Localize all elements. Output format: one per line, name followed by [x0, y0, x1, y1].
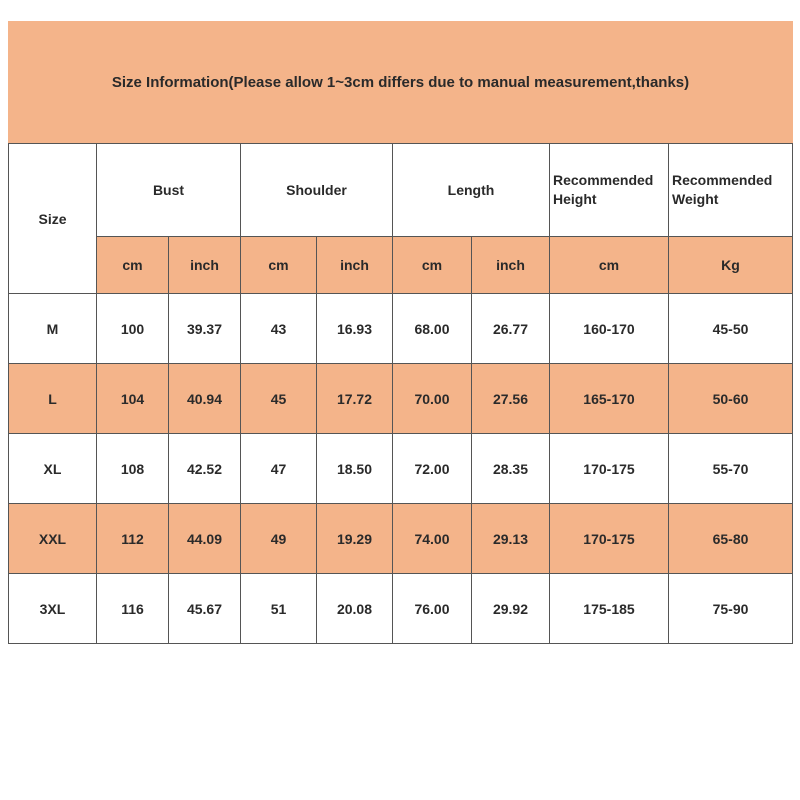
bust-cm-cell: 116	[97, 574, 169, 644]
size-cell: L	[9, 364, 97, 434]
header-length: Length	[393, 144, 550, 237]
header-size: Size	[9, 144, 97, 294]
bust-inch-cell: 39.37	[169, 294, 241, 364]
size-cell: 3XL	[9, 574, 97, 644]
unit-bust-inch: inch	[169, 237, 241, 294]
table-row	[9, 574, 793, 644]
unit-shoulder-cm: cm	[241, 237, 317, 294]
header-recommended-height: Recommended Height	[550, 144, 669, 237]
bust-cm-cell: 104	[97, 364, 169, 434]
length-inch-cell: 26.77	[472, 294, 550, 364]
unit-bust-cm: cm	[97, 237, 169, 294]
bust-inch-cell: 44.09	[169, 504, 241, 574]
bust-cm-cell: 108	[97, 434, 169, 504]
length-cm-cell: 68.00	[393, 294, 472, 364]
header-bust: Bust	[97, 144, 241, 237]
height-cell: 165-170	[550, 364, 669, 434]
length-cm-cell: 72.00	[393, 434, 472, 504]
weight-cell: 50-60	[669, 364, 793, 434]
unit-length-cm: cm	[393, 237, 472, 294]
unit-weight-kg: Kg	[669, 237, 793, 294]
shoulder-inch-cell: 18.50	[317, 434, 393, 504]
table-row	[9, 504, 793, 574]
shoulder-cm-cell: 49	[241, 504, 317, 574]
height-cell: 175-185	[550, 574, 669, 644]
bust-cm-cell: 112	[97, 504, 169, 574]
shoulder-cm-cell: 51	[241, 574, 317, 644]
unit-shoulder-inch: inch	[317, 237, 393, 294]
unit-length-inch: inch	[472, 237, 550, 294]
shoulder-inch-cell: 19.29	[317, 504, 393, 574]
size-table	[8, 21, 793, 644]
weight-cell: 75-90	[669, 574, 793, 644]
size-cell: M	[9, 294, 97, 364]
unit-height-cm: cm	[550, 237, 669, 294]
length-inch-cell: 29.13	[472, 504, 550, 574]
size-cell: XXL	[9, 504, 97, 574]
weight-cell: 55-70	[669, 434, 793, 504]
size-chart	[8, 21, 792, 644]
length-cm-cell: 76.00	[393, 574, 472, 644]
shoulder-inch-cell: 16.93	[317, 294, 393, 364]
header-shoulder: Shoulder	[241, 144, 393, 237]
height-cell: 170-175	[550, 504, 669, 574]
shoulder-inch-cell: 17.72	[317, 364, 393, 434]
shoulder-inch-cell: 20.08	[317, 574, 393, 644]
header-recommended-weight: Recommended Weight	[669, 144, 793, 237]
length-inch-cell: 27.56	[472, 364, 550, 434]
bust-inch-cell: 42.52	[169, 434, 241, 504]
shoulder-cm-cell: 43	[241, 294, 317, 364]
length-cm-cell: 74.00	[393, 504, 472, 574]
length-inch-cell: 29.92	[472, 574, 550, 644]
weight-cell: 45-50	[669, 294, 793, 364]
table-row	[9, 434, 793, 504]
table-row	[9, 294, 793, 364]
weight-cell: 65-80	[669, 504, 793, 574]
shoulder-cm-cell: 45	[241, 364, 317, 434]
bust-inch-cell: 45.67	[169, 574, 241, 644]
height-cell: 170-175	[550, 434, 669, 504]
table-row	[9, 364, 793, 434]
length-inch-cell: 28.35	[472, 434, 550, 504]
length-cm-cell: 70.00	[393, 364, 472, 434]
size-info-banner: Size Information(Please allow 1~3cm differs due to manual measurement,thanks)	[9, 22, 793, 144]
height-cell: 160-170	[550, 294, 669, 364]
shoulder-cm-cell: 47	[241, 434, 317, 504]
bust-cm-cell: 100	[97, 294, 169, 364]
bust-inch-cell: 40.94	[169, 364, 241, 434]
size-cell: XL	[9, 434, 97, 504]
